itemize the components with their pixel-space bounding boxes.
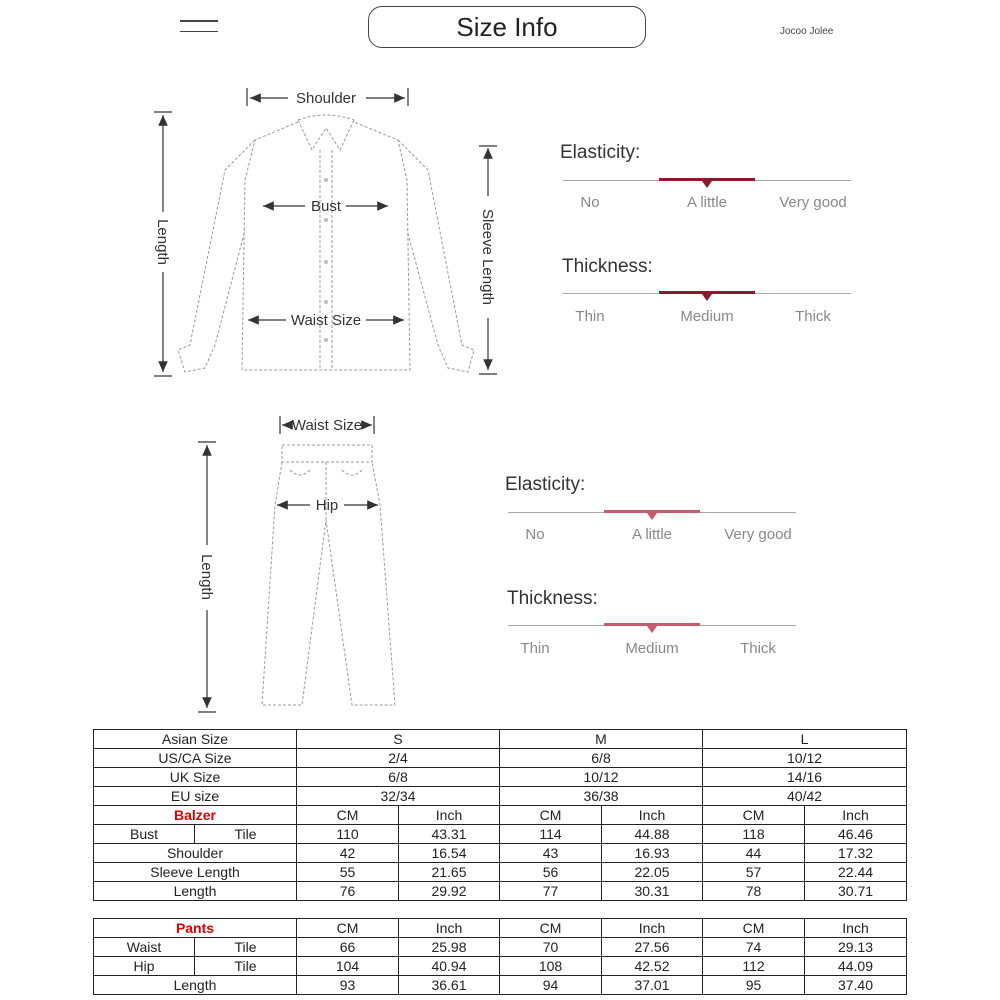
scale-label: No xyxy=(580,194,600,211)
row-label: Shoulder xyxy=(94,844,297,863)
scale-label: A little xyxy=(686,194,728,211)
unit-cell: Inch xyxy=(805,919,907,938)
table-row xyxy=(94,768,907,787)
unit-cell: CM xyxy=(500,919,602,938)
scale-title: Thickness: xyxy=(507,588,598,609)
table-row xyxy=(94,976,907,995)
table-cell: 78 xyxy=(703,882,805,901)
table-cell: 56 xyxy=(500,863,602,882)
table-cell: 43 xyxy=(500,844,602,863)
table-cell: 29.13 xyxy=(805,938,907,957)
table-cell: 118 xyxy=(703,825,805,844)
table-cell: M xyxy=(500,730,703,749)
table-cell: 66 xyxy=(297,938,399,957)
scale-label: Thin xyxy=(575,308,605,325)
row-label: Sleeve Length xyxy=(94,863,297,882)
table-cell: 37.40 xyxy=(805,976,907,995)
table-cell: 16.54 xyxy=(399,844,500,863)
unit-cell: Inch xyxy=(399,806,500,825)
table-cell: 21.65 xyxy=(399,863,500,882)
pants-diagram xyxy=(0,0,520,725)
table-cell: 22.05 xyxy=(602,863,703,882)
scale-label: No xyxy=(525,526,545,543)
scale-title: Elasticity: xyxy=(560,142,641,163)
pants-illustration xyxy=(0,0,520,720)
table-cell: 42.52 xyxy=(602,957,703,976)
table-cell: 57 xyxy=(703,863,805,882)
table-cell: 25.98 xyxy=(399,938,500,957)
bust-label: Bust xyxy=(310,198,342,215)
table-cell: EU size xyxy=(94,787,297,806)
table-cell: 10/12 xyxy=(500,768,703,787)
scale-label: Very good xyxy=(779,194,847,211)
table-row xyxy=(94,844,907,863)
row-label: Length xyxy=(94,976,297,995)
table-cell: 70 xyxy=(500,938,602,957)
table-cell: S xyxy=(297,730,500,749)
unit-cell: Inch xyxy=(602,806,703,825)
table-cell: 110 xyxy=(297,825,399,844)
table-cell: 37.01 xyxy=(602,976,703,995)
scale-label: A little xyxy=(631,526,673,543)
table-row xyxy=(94,863,907,882)
table-cell: 77 xyxy=(500,882,602,901)
scale-title: Elasticity: xyxy=(505,474,586,495)
table-cell: 30.71 xyxy=(805,882,907,901)
table-cell: 108 xyxy=(500,957,602,976)
section-label: Pants xyxy=(94,919,297,938)
table-row xyxy=(94,825,907,844)
table-cell: 104 xyxy=(297,957,399,976)
row-sublabel: Tile xyxy=(195,825,297,844)
page-title: Size Info xyxy=(368,6,646,48)
scale-label: Thin xyxy=(520,640,550,657)
pants-length-label: Length xyxy=(198,554,215,600)
table-cell: L xyxy=(703,730,907,749)
table-cell: 40.94 xyxy=(399,957,500,976)
unit-cell: CM xyxy=(703,919,805,938)
pants-waist-label: Waist Size xyxy=(291,417,363,434)
table-header-row xyxy=(94,919,907,938)
table-cell: 6/8 xyxy=(297,768,500,787)
unit-cell: CM xyxy=(297,806,399,825)
section-label: Balzer xyxy=(94,806,297,825)
table-cell: UK Size xyxy=(94,768,297,787)
table-cell: 32/34 xyxy=(297,787,500,806)
table-cell: 42 xyxy=(297,844,399,863)
brand-name: Jocoo Jolee xyxy=(780,26,834,37)
unit-cell: Inch xyxy=(805,806,907,825)
hip-label: Hip xyxy=(315,497,339,514)
table-cell: 2/4 xyxy=(297,749,500,768)
scale-indicator xyxy=(702,181,712,188)
table-row xyxy=(94,749,907,768)
table-cell: 44.88 xyxy=(602,825,703,844)
shoulder-label: Shoulder xyxy=(295,90,357,107)
table-row xyxy=(94,787,907,806)
table-cell: 44 xyxy=(703,844,805,863)
table-cell: 40/42 xyxy=(703,787,907,806)
scale-label: Thick xyxy=(740,640,776,657)
table-cell: 55 xyxy=(297,863,399,882)
table-cell: 22.44 xyxy=(805,863,907,882)
table-cell: 43.31 xyxy=(399,825,500,844)
scale-label: Very good xyxy=(724,526,792,543)
table-cell: 29.92 xyxy=(399,882,500,901)
table-cell: 95 xyxy=(703,976,805,995)
unit-cell: CM xyxy=(500,806,602,825)
table-row xyxy=(94,882,907,901)
row-sublabel: Tile xyxy=(195,938,297,957)
waist-label: Waist Size xyxy=(290,312,362,329)
table-cell: 30.31 xyxy=(602,882,703,901)
scale-label: Medium xyxy=(680,308,734,325)
table-row xyxy=(94,938,907,957)
unit-cell: Inch xyxy=(399,919,500,938)
scale-indicator xyxy=(647,513,657,520)
row-label: Hip xyxy=(94,957,195,976)
table-cell: 94 xyxy=(500,976,602,995)
scale-title: Thickness: xyxy=(562,256,653,277)
table-cell: 93 xyxy=(297,976,399,995)
table-row xyxy=(94,730,907,749)
scale-label: Medium xyxy=(625,640,679,657)
table-row xyxy=(94,957,907,976)
table-cell: 44.09 xyxy=(805,957,907,976)
unit-cell: CM xyxy=(297,919,399,938)
scale-indicator xyxy=(647,626,657,633)
table-cell: 76 xyxy=(297,882,399,901)
pants-table xyxy=(93,918,907,995)
table-cell: 36/38 xyxy=(500,787,703,806)
table-cell: 112 xyxy=(703,957,805,976)
table-cell: Asian Size xyxy=(94,730,297,749)
table-cell: 16.93 xyxy=(602,844,703,863)
table-cell: 10/12 xyxy=(703,749,907,768)
unit-cell: CM xyxy=(703,806,805,825)
table-cell: 27.56 xyxy=(602,938,703,957)
row-sublabel: Tile xyxy=(195,957,297,976)
row-label: Waist xyxy=(94,938,195,957)
table-cell: 114 xyxy=(500,825,602,844)
table-cell: 6/8 xyxy=(500,749,703,768)
table-header-row xyxy=(94,806,907,825)
table-cell: 74 xyxy=(703,938,805,957)
sleeve-length-label: Sleeve Length xyxy=(479,209,496,305)
scale-indicator xyxy=(702,294,712,301)
table-cell: 46.46 xyxy=(805,825,907,844)
row-label: Length xyxy=(94,882,297,901)
size-table xyxy=(93,729,907,901)
row-label: Bust xyxy=(94,825,195,844)
table-cell: 17.32 xyxy=(805,844,907,863)
table-cell: US/CA Size xyxy=(94,749,297,768)
length-label: Length xyxy=(154,219,171,265)
scale-label: Thick xyxy=(795,308,831,325)
unit-cell: Inch xyxy=(602,919,703,938)
table-cell: 14/16 xyxy=(703,768,907,787)
table-cell: 36.61 xyxy=(399,976,500,995)
